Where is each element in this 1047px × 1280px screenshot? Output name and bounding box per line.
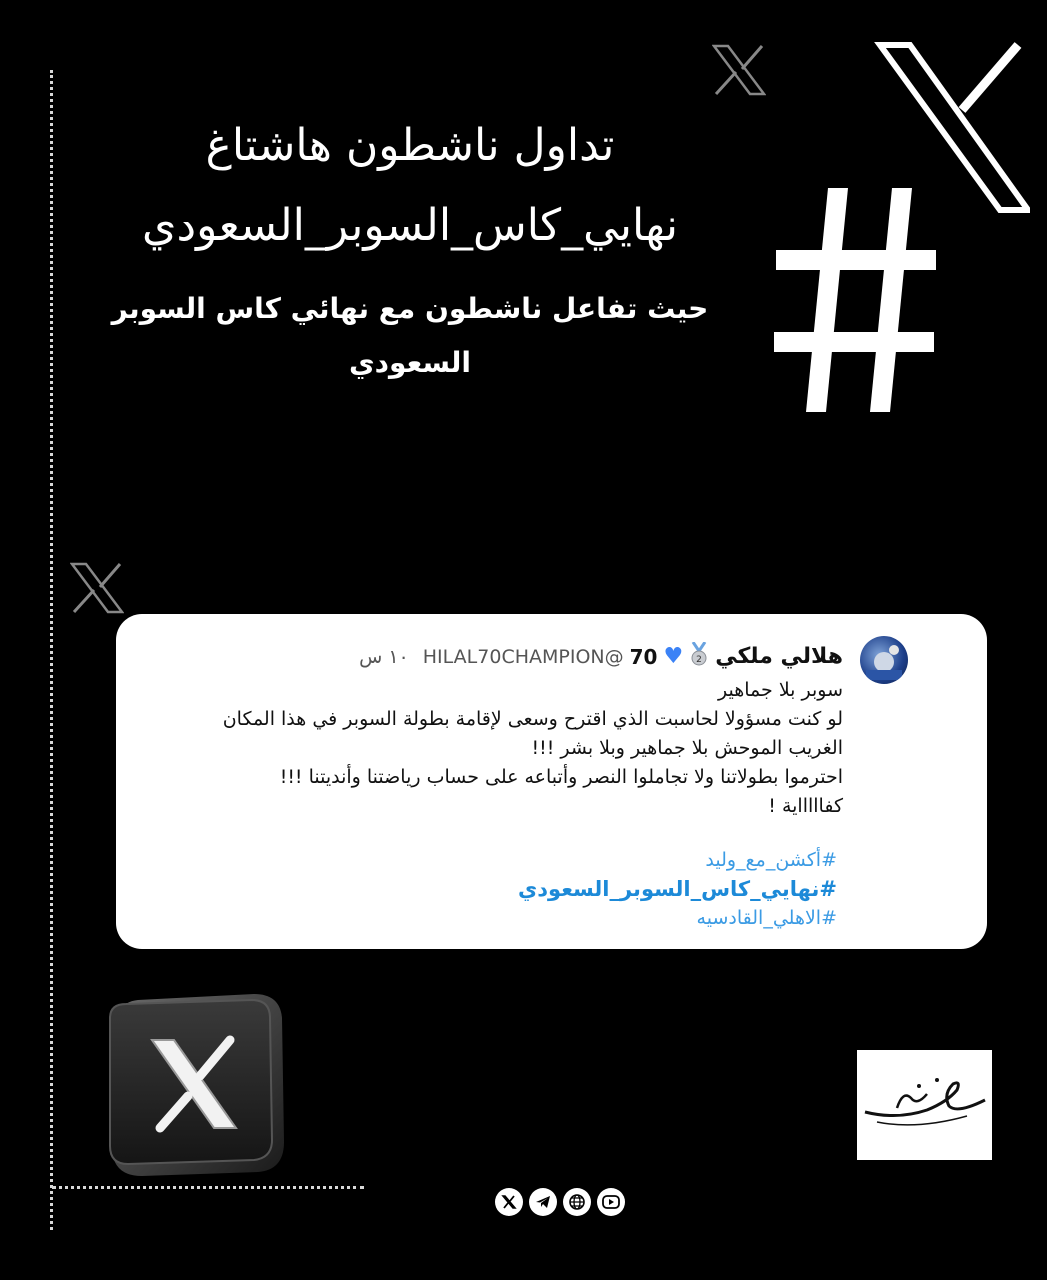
tweet-line: الغريب الموحش بلا جماهير وبلا بشر !!!: [531, 737, 843, 759]
tweet-line: احترموا بطولاتنا ولا تجاملوا النصر وأتباعه على حساب رياضتنا وأنديتنا !!!: [279, 766, 843, 788]
x-icon[interactable]: [495, 1188, 523, 1216]
social-icons: [495, 1188, 625, 1216]
medal-icon: [689, 642, 709, 671]
svg-text:2: 2: [696, 655, 703, 665]
brand-logo: [857, 1050, 992, 1160]
hashtag-link[interactable]: #أكشن_مع_وليد: [705, 849, 837, 871]
user-handle[interactable]: @HILAL70CHAMPION: [422, 645, 624, 668]
tweet-card[interactable]: [116, 614, 987, 949]
tweet-header: [359, 642, 843, 671]
badge-number: 70: [629, 644, 658, 669]
telegram-icon[interactable]: [529, 1188, 557, 1216]
display-name[interactable]: هلالي ملكي: [715, 644, 843, 669]
hashtag-link[interactable]: #نهايي_كاس_السوبر_السعودي: [518, 877, 837, 901]
tweet-body: [143, 676, 843, 821]
youtube-icon[interactable]: [597, 1188, 625, 1216]
globe-icon[interactable]: [563, 1188, 591, 1216]
dotted-border-vertical: [50, 70, 53, 1230]
x-app-icon: [104, 992, 286, 1178]
hashtag-link[interactable]: #الاهلي_القادسيه: [696, 907, 837, 929]
x-outline-icon: [712, 44, 766, 96]
headline-line-3: حيث تفاعل ناشطون مع نهائي كاس السوبر السعودي: [111, 292, 709, 379]
tweet-line: كفاااااية !: [768, 795, 843, 817]
hashtag-list: [518, 846, 837, 933]
tweet-line: سوبر بلا جماهير: [718, 679, 843, 701]
tweet-time[interactable]: ١٠ س: [359, 645, 409, 668]
tweet-line: لو كنت مسؤولا لحاسبت الذي اقترح وسعى لإقامة بطولة السوبر في هذا المكان: [222, 708, 843, 730]
avatar[interactable]: [860, 636, 908, 684]
headline-line-1: تداول ناشطون هاشتاغ: [205, 120, 615, 171]
headline-line-2: نهايي_كاس_السوبر_السعودي: [142, 200, 678, 251]
x-outline-icon: [70, 562, 124, 614]
dotted-border-horizontal: [52, 1186, 364, 1189]
blue-heart-icon: ♥: [663, 644, 684, 669]
hashtag-icon: [770, 180, 940, 420]
